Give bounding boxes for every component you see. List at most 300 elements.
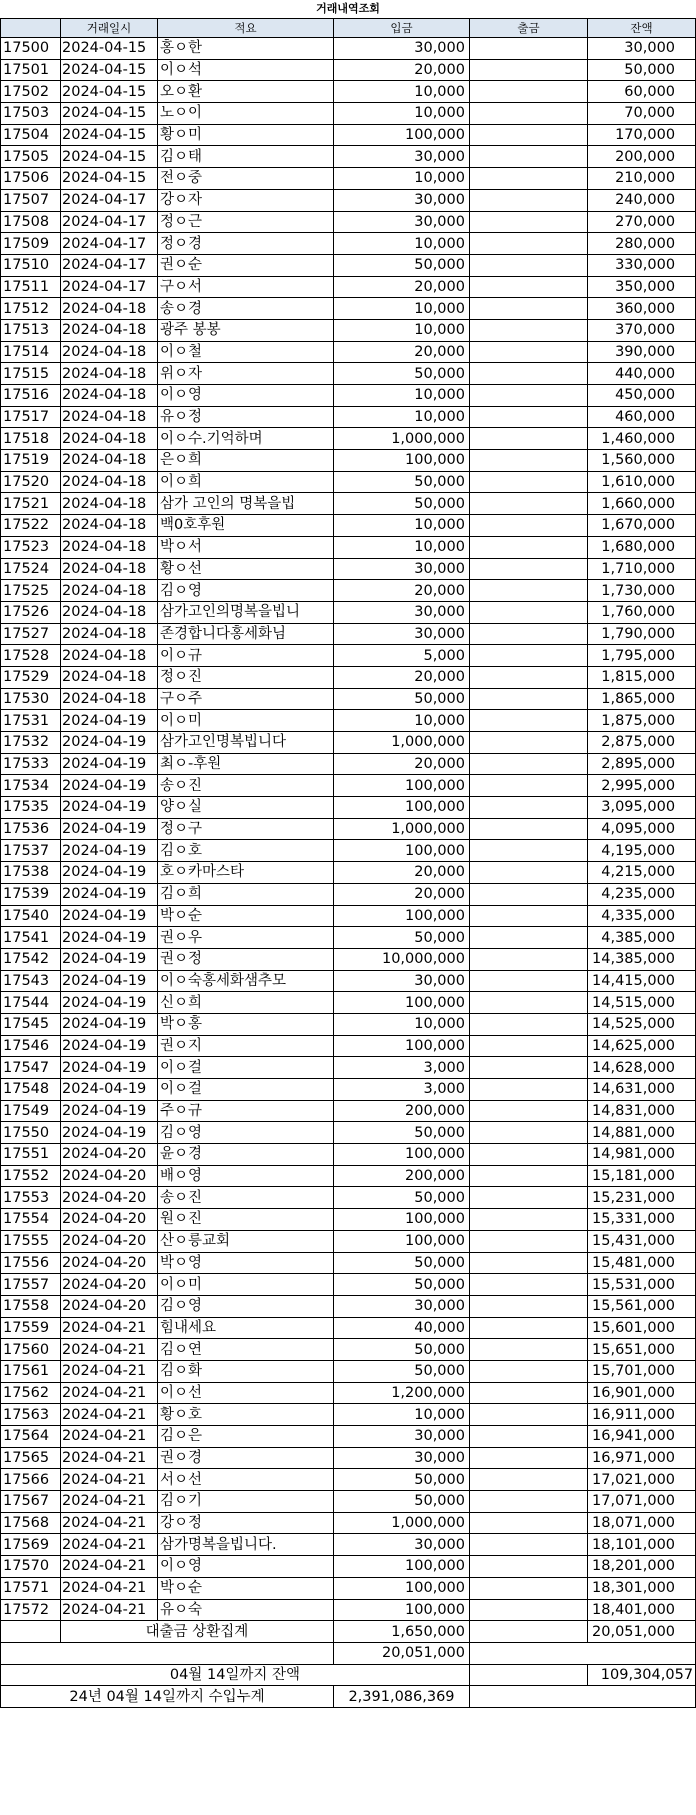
prev-balance-row bbox=[1, 1664, 696, 1686]
row-balance: 330,000 bbox=[588, 254, 696, 276]
table-row bbox=[1, 1252, 696, 1274]
row-date: 2024-04-18 bbox=[61, 580, 158, 602]
row-balance: 4,385,000 bbox=[588, 927, 696, 949]
row-withdrawal bbox=[470, 1187, 588, 1209]
row-withdrawal bbox=[470, 493, 588, 515]
row-deposit: 30,000 bbox=[334, 623, 470, 645]
row-description: 삼가고인명복빕니다 bbox=[158, 732, 334, 754]
table-row bbox=[1, 1209, 696, 1231]
table-row bbox=[1, 189, 696, 211]
row-date: 2024-04-21 bbox=[61, 1426, 158, 1448]
row-date: 2024-04-18 bbox=[61, 666, 158, 688]
row-description: 김ㅇ연 bbox=[158, 1339, 334, 1361]
row-balance: 1,875,000 bbox=[588, 710, 696, 732]
row-withdrawal bbox=[470, 298, 588, 320]
row-deposit: 100,000 bbox=[334, 124, 470, 146]
row-deposit: 50,000 bbox=[334, 363, 470, 385]
row-withdrawal bbox=[470, 558, 588, 580]
row-withdrawal bbox=[470, 797, 588, 819]
row-description: 유ㅇ숙 bbox=[158, 1599, 334, 1621]
row-deposit: 10,000 bbox=[334, 1404, 470, 1426]
row-withdrawal bbox=[470, 1447, 588, 1469]
row-date: 2024-04-19 bbox=[61, 883, 158, 905]
row-description: 정ㅇ구 bbox=[158, 818, 334, 840]
table-row bbox=[1, 688, 696, 710]
row-balance: 4,335,000 bbox=[588, 905, 696, 927]
row-deposit: 20,000 bbox=[334, 580, 470, 602]
row-number: 17561 bbox=[1, 1360, 61, 1382]
row-withdrawal bbox=[470, 601, 588, 623]
row-date: 2024-04-18 bbox=[61, 298, 158, 320]
row-deposit: 10,000 bbox=[334, 406, 470, 428]
row-description: 황ㅇ선 bbox=[158, 558, 334, 580]
row-description: 강ㅇ정 bbox=[158, 1512, 334, 1534]
row-description: 송ㅇ진 bbox=[158, 1187, 334, 1209]
row-date: 2024-04-19 bbox=[61, 1079, 158, 1101]
row-description: 강ㅇ자 bbox=[158, 189, 334, 211]
row-deposit: 1,200,000 bbox=[334, 1382, 470, 1404]
row-description: 이ㅇ규 bbox=[158, 645, 334, 667]
row-description: 이ㅇ희 bbox=[158, 471, 334, 493]
row-deposit: 100,000 bbox=[334, 775, 470, 797]
row-balance: 14,631,000 bbox=[588, 1079, 696, 1101]
row-deposit: 10,000 bbox=[334, 515, 470, 537]
row-balance: 14,628,000 bbox=[588, 1057, 696, 1079]
row-description: 호ㅇ카마스타 bbox=[158, 862, 334, 884]
row-balance: 4,195,000 bbox=[588, 840, 696, 862]
row-deposit: 1,000,000 bbox=[334, 428, 470, 450]
row-withdrawal bbox=[470, 189, 588, 211]
table-row bbox=[1, 59, 696, 81]
row-withdrawal bbox=[470, 623, 588, 645]
row-date: 2024-04-18 bbox=[61, 450, 158, 472]
row-deposit: 40,000 bbox=[334, 1317, 470, 1339]
subtotal-value: 20,051,000 bbox=[334, 1642, 470, 1664]
row-description: 이ㅇ철 bbox=[158, 341, 334, 363]
row-date: 2024-04-19 bbox=[61, 732, 158, 754]
row-withdrawal bbox=[470, 905, 588, 927]
row-date: 2024-04-18 bbox=[61, 319, 158, 341]
row-date: 2024-04-19 bbox=[61, 992, 158, 1014]
table-row bbox=[1, 840, 696, 862]
row-description: 박ㅇ홍 bbox=[158, 1013, 334, 1035]
row-date: 2024-04-18 bbox=[61, 601, 158, 623]
row-balance: 18,301,000 bbox=[588, 1577, 696, 1599]
table-row bbox=[1, 1404, 696, 1426]
row-date: 2024-04-15 bbox=[61, 59, 158, 81]
header-no bbox=[1, 19, 61, 38]
row-date: 2024-04-21 bbox=[61, 1577, 158, 1599]
row-description: 김ㅇ화 bbox=[158, 1360, 334, 1382]
row-balance: 1,760,000 bbox=[588, 601, 696, 623]
row-withdrawal bbox=[470, 1252, 588, 1274]
row-withdrawal bbox=[470, 1556, 588, 1578]
row-balance: 1,460,000 bbox=[588, 428, 696, 450]
row-description: 유ㅇ정 bbox=[158, 406, 334, 428]
row-number: 17535 bbox=[1, 797, 61, 819]
row-number: 17532 bbox=[1, 732, 61, 754]
row-date: 2024-04-18 bbox=[61, 341, 158, 363]
row-deposit: 100,000 bbox=[334, 1577, 470, 1599]
row-deposit: 50,000 bbox=[334, 1360, 470, 1382]
row-balance: 360,000 bbox=[588, 298, 696, 320]
row-number: 17556 bbox=[1, 1252, 61, 1274]
row-description: 권ㅇ지 bbox=[158, 1035, 334, 1057]
row-balance: 1,730,000 bbox=[588, 580, 696, 602]
row-number: 17547 bbox=[1, 1057, 61, 1079]
row-description: 삼가고인의명복을빕니 bbox=[158, 601, 334, 623]
row-balance: 1,815,000 bbox=[588, 666, 696, 688]
row-deposit: 50,000 bbox=[334, 1274, 470, 1296]
table-row bbox=[1, 406, 696, 428]
row-number: 17529 bbox=[1, 666, 61, 688]
row-deposit: 20,000 bbox=[334, 862, 470, 884]
table-row bbox=[1, 233, 696, 255]
row-date: 2024-04-20 bbox=[61, 1165, 158, 1187]
row-deposit: 30,000 bbox=[334, 211, 470, 233]
row-number: 17531 bbox=[1, 710, 61, 732]
row-number: 17510 bbox=[1, 254, 61, 276]
row-balance: 18,201,000 bbox=[588, 1556, 696, 1578]
row-withdrawal bbox=[470, 319, 588, 341]
row-date: 2024-04-19 bbox=[61, 1100, 158, 1122]
row-withdrawal bbox=[470, 1339, 588, 1361]
row-balance: 450,000 bbox=[588, 385, 696, 407]
row-deposit: 10,000,000 bbox=[334, 948, 470, 970]
row-date: 2024-04-17 bbox=[61, 254, 158, 276]
table-row bbox=[1, 1382, 696, 1404]
row-number: 17545 bbox=[1, 1013, 61, 1035]
row-date: 2024-04-20 bbox=[61, 1144, 158, 1166]
row-balance: 3,095,000 bbox=[588, 797, 696, 819]
row-deposit: 200,000 bbox=[334, 1165, 470, 1187]
row-balance: 18,071,000 bbox=[588, 1512, 696, 1534]
row-deposit: 30,000 bbox=[334, 1447, 470, 1469]
row-withdrawal bbox=[470, 666, 588, 688]
row-withdrawal bbox=[470, 450, 588, 472]
row-deposit: 100,000 bbox=[334, 450, 470, 472]
row-deposit: 10,000 bbox=[334, 103, 470, 125]
row-number: 17541 bbox=[1, 927, 61, 949]
row-number: 17542 bbox=[1, 948, 61, 970]
row-deposit: 10,000 bbox=[334, 298, 470, 320]
row-withdrawal bbox=[470, 753, 588, 775]
row-description: 박ㅇ영 bbox=[158, 1252, 334, 1274]
row-description: 송ㅇ경 bbox=[158, 298, 334, 320]
row-description: 위ㅇ자 bbox=[158, 363, 334, 385]
row-deposit: 50,000 bbox=[334, 254, 470, 276]
table-row bbox=[1, 1317, 696, 1339]
row-description: 김ㅇ영 bbox=[158, 580, 334, 602]
row-balance: 1,560,000 bbox=[588, 450, 696, 472]
row-number: 17515 bbox=[1, 363, 61, 385]
row-balance: 14,831,000 bbox=[588, 1100, 696, 1122]
row-description: 양ㅇ실 bbox=[158, 797, 334, 819]
table-row bbox=[1, 1534, 696, 1556]
row-number: 17500 bbox=[1, 38, 61, 60]
row-balance: 390,000 bbox=[588, 341, 696, 363]
row-description: 송ㅇ진 bbox=[158, 775, 334, 797]
row-deposit: 100,000 bbox=[334, 1209, 470, 1231]
row-number: 17555 bbox=[1, 1230, 61, 1252]
title-row bbox=[1, 0, 696, 19]
row-description: 신ㅇ희 bbox=[158, 992, 334, 1014]
row-deposit: 30,000 bbox=[334, 189, 470, 211]
row-deposit: 10,000 bbox=[334, 536, 470, 558]
row-date: 2024-04-19 bbox=[61, 840, 158, 862]
row-number: 17505 bbox=[1, 146, 61, 168]
row-withdrawal bbox=[470, 471, 588, 493]
header-desc: 적요 bbox=[158, 19, 334, 38]
table-row bbox=[1, 1057, 696, 1079]
cumulative-row bbox=[1, 1686, 696, 1708]
row-date: 2024-04-15 bbox=[61, 38, 158, 60]
row-number: 17522 bbox=[1, 515, 61, 537]
row-balance: 270,000 bbox=[588, 211, 696, 233]
table-row bbox=[1, 753, 696, 775]
row-number: 17567 bbox=[1, 1491, 61, 1513]
row-description: 힘내세요 bbox=[158, 1317, 334, 1339]
row-withdrawal bbox=[470, 211, 588, 233]
table-row bbox=[1, 1187, 696, 1209]
row-description: 산ㅇ릉교회 bbox=[158, 1230, 334, 1252]
row-deposit: 1,000,000 bbox=[334, 732, 470, 754]
row-description: 김ㅇ영 bbox=[158, 1122, 334, 1144]
table-row bbox=[1, 1230, 696, 1252]
row-deposit: 10,000 bbox=[334, 81, 470, 103]
row-date: 2024-04-15 bbox=[61, 146, 158, 168]
row-deposit: 10,000 bbox=[334, 319, 470, 341]
table-row bbox=[1, 948, 696, 970]
table-row bbox=[1, 254, 696, 276]
row-balance: 15,701,000 bbox=[588, 1360, 696, 1382]
row-number: 17516 bbox=[1, 385, 61, 407]
row-number: 17554 bbox=[1, 1209, 61, 1231]
row-deposit: 200,000 bbox=[334, 1100, 470, 1122]
row-deposit: 50,000 bbox=[334, 1252, 470, 1274]
table-row bbox=[1, 385, 696, 407]
row-number: 17563 bbox=[1, 1404, 61, 1426]
row-balance: 210,000 bbox=[588, 168, 696, 190]
table-row bbox=[1, 1295, 696, 1317]
row-date: 2024-04-19 bbox=[61, 1122, 158, 1144]
row-date: 2024-04-19 bbox=[61, 970, 158, 992]
row-date: 2024-04-18 bbox=[61, 428, 158, 450]
row-withdrawal bbox=[470, 59, 588, 81]
row-description: 김ㅇ기 bbox=[158, 1491, 334, 1513]
row-withdrawal bbox=[470, 254, 588, 276]
row-description: 이ㅇ숙홍세화샘추모 bbox=[158, 970, 334, 992]
table-row bbox=[1, 298, 696, 320]
row-description: 김ㅇ희 bbox=[158, 883, 334, 905]
row-number: 17560 bbox=[1, 1339, 61, 1361]
row-description: 홍ㅇ한 bbox=[158, 38, 334, 60]
loan-summary-label: 대출금 상환집계 bbox=[61, 1621, 334, 1643]
row-number: 17530 bbox=[1, 688, 61, 710]
row-balance: 15,481,000 bbox=[588, 1252, 696, 1274]
row-balance: 14,981,000 bbox=[588, 1144, 696, 1166]
row-date: 2024-04-20 bbox=[61, 1230, 158, 1252]
row-withdrawal bbox=[470, 688, 588, 710]
row-number: 17550 bbox=[1, 1122, 61, 1144]
row-withdrawal bbox=[470, 1274, 588, 1296]
table-row bbox=[1, 992, 696, 1014]
row-balance: 30,000 bbox=[588, 38, 696, 60]
row-date: 2024-04-21 bbox=[61, 1599, 158, 1621]
row-deposit: 50,000 bbox=[334, 688, 470, 710]
row-withdrawal bbox=[470, 1426, 588, 1448]
row-balance: 1,680,000 bbox=[588, 536, 696, 558]
row-number: 17559 bbox=[1, 1317, 61, 1339]
row-deposit: 1,000,000 bbox=[334, 818, 470, 840]
prev-balance-value: 109,304,057 bbox=[588, 1664, 696, 1686]
row-date: 2024-04-17 bbox=[61, 276, 158, 298]
row-number: 17570 bbox=[1, 1556, 61, 1578]
row-number: 17543 bbox=[1, 970, 61, 992]
row-date: 2024-04-21 bbox=[61, 1512, 158, 1534]
row-balance: 370,000 bbox=[588, 319, 696, 341]
row-date: 2024-04-18 bbox=[61, 363, 158, 385]
row-number: 17503 bbox=[1, 103, 61, 125]
row-withdrawal bbox=[470, 385, 588, 407]
row-description: 전ㅇ중 bbox=[158, 168, 334, 190]
row-withdrawal bbox=[470, 1079, 588, 1101]
row-date: 2024-04-20 bbox=[61, 1187, 158, 1209]
header-deposit: 입금 bbox=[334, 19, 470, 38]
row-deposit: 20,000 bbox=[334, 753, 470, 775]
row-description: 주ㅇ규 bbox=[158, 1100, 334, 1122]
row-number: 17507 bbox=[1, 189, 61, 211]
table-row bbox=[1, 450, 696, 472]
row-balance: 15,231,000 bbox=[588, 1187, 696, 1209]
row-description: 박ㅇ순 bbox=[158, 1577, 334, 1599]
row-date: 2024-04-18 bbox=[61, 623, 158, 645]
table-row bbox=[1, 862, 696, 884]
row-date: 2024-04-19 bbox=[61, 862, 158, 884]
row-balance: 1,610,000 bbox=[588, 471, 696, 493]
row-balance: 200,000 bbox=[588, 146, 696, 168]
table-row bbox=[1, 1469, 696, 1491]
row-deposit: 50,000 bbox=[334, 493, 470, 515]
row-deposit: 100,000 bbox=[334, 1230, 470, 1252]
row-date: 2024-04-19 bbox=[61, 927, 158, 949]
row-withdrawal bbox=[470, 1599, 588, 1621]
table-row bbox=[1, 623, 696, 645]
table-row bbox=[1, 319, 696, 341]
row-number: 17552 bbox=[1, 1165, 61, 1187]
row-balance: 14,385,000 bbox=[588, 948, 696, 970]
row-balance: 14,881,000 bbox=[588, 1122, 696, 1144]
row-description: 오ㅇ환 bbox=[158, 81, 334, 103]
row-number: 17506 bbox=[1, 168, 61, 190]
row-number: 17546 bbox=[1, 1035, 61, 1057]
row-withdrawal bbox=[470, 1035, 588, 1057]
row-date: 2024-04-18 bbox=[61, 406, 158, 428]
row-balance: 280,000 bbox=[588, 233, 696, 255]
row-withdrawal bbox=[470, 580, 588, 602]
row-date: 2024-04-21 bbox=[61, 1556, 158, 1578]
row-withdrawal bbox=[470, 970, 588, 992]
row-withdrawal bbox=[470, 363, 588, 385]
row-balance: 1,790,000 bbox=[588, 623, 696, 645]
table-row bbox=[1, 276, 696, 298]
row-description: 이ㅇ영 bbox=[158, 1556, 334, 1578]
row-balance: 18,401,000 bbox=[588, 1599, 696, 1621]
row-date: 2024-04-18 bbox=[61, 536, 158, 558]
row-balance: 14,515,000 bbox=[588, 992, 696, 1014]
row-balance: 15,531,000 bbox=[588, 1274, 696, 1296]
row-number: 17549 bbox=[1, 1100, 61, 1122]
row-number: 17536 bbox=[1, 818, 61, 840]
cumulative-value: 2,391,086,369 bbox=[334, 1686, 470, 1708]
row-date: 2024-04-20 bbox=[61, 1252, 158, 1274]
row-date: 2024-04-20 bbox=[61, 1274, 158, 1296]
table-row bbox=[1, 515, 696, 537]
row-balance: 1,660,000 bbox=[588, 493, 696, 515]
row-withdrawal bbox=[470, 1577, 588, 1599]
row-number: 17525 bbox=[1, 580, 61, 602]
row-balance: 70,000 bbox=[588, 103, 696, 125]
row-date: 2024-04-18 bbox=[61, 515, 158, 537]
row-deposit: 50,000 bbox=[334, 927, 470, 949]
row-date: 2024-04-19 bbox=[61, 710, 158, 732]
row-deposit: 50,000 bbox=[334, 471, 470, 493]
header-withdraw: 출금 bbox=[470, 19, 588, 38]
row-deposit: 30,000 bbox=[334, 1534, 470, 1556]
row-date: 2024-04-20 bbox=[61, 1209, 158, 1231]
table-row bbox=[1, 1426, 696, 1448]
row-deposit: 100,000 bbox=[334, 1599, 470, 1621]
row-deposit: 50,000 bbox=[334, 1187, 470, 1209]
row-date: 2024-04-17 bbox=[61, 189, 158, 211]
row-date: 2024-04-17 bbox=[61, 233, 158, 255]
row-balance: 1,710,000 bbox=[588, 558, 696, 580]
row-balance: 14,625,000 bbox=[588, 1035, 696, 1057]
row-withdrawal bbox=[470, 710, 588, 732]
row-number: 17538 bbox=[1, 862, 61, 884]
row-balance: 170,000 bbox=[588, 124, 696, 146]
row-description: 삼가 고인의 명복을빕 bbox=[158, 493, 334, 515]
row-number: 17512 bbox=[1, 298, 61, 320]
row-balance: 15,561,000 bbox=[588, 1295, 696, 1317]
row-deposit: 30,000 bbox=[334, 1426, 470, 1448]
row-date: 2024-04-19 bbox=[61, 1013, 158, 1035]
row-withdrawal bbox=[470, 1317, 588, 1339]
row-deposit: 50,000 bbox=[334, 1122, 470, 1144]
row-withdrawal bbox=[470, 81, 588, 103]
row-balance: 15,601,000 bbox=[588, 1317, 696, 1339]
row-deposit: 3,000 bbox=[334, 1079, 470, 1101]
row-number: 17518 bbox=[1, 428, 61, 450]
row-balance: 1,865,000 bbox=[588, 688, 696, 710]
row-number: 17539 bbox=[1, 883, 61, 905]
row-withdrawal bbox=[470, 1491, 588, 1513]
row-description: 삼가명복을빕니다. bbox=[158, 1534, 334, 1556]
row-number: 17526 bbox=[1, 601, 61, 623]
row-date: 2024-04-19 bbox=[61, 1035, 158, 1057]
row-number: 17537 bbox=[1, 840, 61, 862]
row-deposit: 20,000 bbox=[334, 883, 470, 905]
table-row bbox=[1, 363, 696, 385]
row-date: 2024-04-15 bbox=[61, 168, 158, 190]
row-date: 2024-04-18 bbox=[61, 688, 158, 710]
row-description: 박ㅇ서 bbox=[158, 536, 334, 558]
row-withdrawal bbox=[470, 146, 588, 168]
row-number: 17509 bbox=[1, 233, 61, 255]
row-description: 김ㅇ호 bbox=[158, 840, 334, 862]
row-description: 노ㅇ이 bbox=[158, 103, 334, 125]
loan-summary-deposit: 1,650,000 bbox=[334, 1621, 470, 1643]
